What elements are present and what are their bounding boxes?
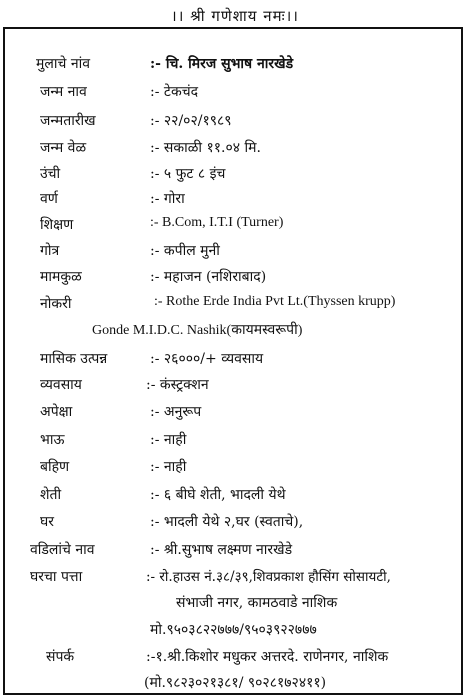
- field-label: बहिण: [40, 459, 70, 475]
- field-value: :- अनुरूप: [150, 404, 202, 420]
- field-value: :- सकाळी ११.०४ मि.: [150, 140, 261, 156]
- field-label: भाऊ: [40, 432, 65, 448]
- field-value: :- कंस्ट्रक्शन: [146, 377, 209, 393]
- page-heading: ।। श्री गणेशाय नमः।।: [171, 7, 299, 25]
- field-value: :- २२/०२/१९८९: [150, 113, 232, 129]
- field-label: संपर्क: [46, 649, 75, 665]
- field-value: :- भादली येथे २,घर (स्वताचे),: [150, 514, 304, 530]
- field-value: :- B.Com, I.T.I (Turner): [150, 215, 284, 230]
- field-label: नोकरी: [40, 296, 72, 312]
- field-value: :- ६ बीघे शेती, भादली येथे: [150, 487, 286, 503]
- field-label: वडिलांचे नाव: [30, 542, 95, 558]
- field-value: :- ५ फुट ८ इंच: [150, 166, 226, 182]
- field-value-cont: Gonde M.I.D.C. Nashik(कायमस्वरूपी): [92, 323, 303, 338]
- field-label: मामकुळ: [40, 269, 82, 285]
- field-value: :- कपील मुनी: [150, 243, 220, 259]
- field-label: घर: [40, 514, 54, 530]
- field-value: :- गोरा: [150, 191, 185, 207]
- field-label: शिक्षण: [40, 217, 74, 233]
- field-value-cont: संभाजी नगर, कामठवाडे नाशिक: [176, 595, 338, 611]
- field-value: :- चि. मिरज सुभाष नारखेडे: [150, 56, 294, 72]
- field-label: शेती: [40, 487, 62, 503]
- field-value: :- Rothe Erde India Pvt Lt.(Thyssen krupp): [154, 294, 396, 309]
- field-value: :- नाही: [150, 459, 187, 475]
- field-label: वर्ण: [40, 191, 58, 207]
- field-value: :- महाजन (नशिराबाद): [150, 269, 267, 285]
- field-value: :- रो.हाउस नं.३८/३९,शिवप्रकाश हौसिंग सोसायटी,: [146, 569, 391, 585]
- field-label: जन्म वेळ: [40, 140, 87, 156]
- field-value: :- टेकचंद: [150, 84, 199, 100]
- field-value-cont: मो.९५०३८२२७७७/९५०३९२२७७७: [150, 622, 317, 638]
- field-value: :- २६०००/+ व्यवसाय: [150, 351, 264, 367]
- field-label: घरचा पत्ता: [30, 569, 83, 585]
- field-label: गोत्र: [40, 243, 60, 259]
- field-label: उंची: [40, 166, 61, 182]
- field-value: :- नाही: [150, 432, 187, 448]
- field-label: जन्मतारीख: [40, 113, 96, 129]
- field-label: मुलाचे नांव: [36, 56, 91, 72]
- field-value-cont: (मो.९८२३०२१३८१/ ९०२८१७२४११): [144, 675, 327, 691]
- field-value: :-१.श्री.किशोर मधुकर अत्तरदे. राणेनगर, नाशिक: [146, 649, 389, 665]
- field-label: मासिक उत्पन्न: [40, 351, 108, 367]
- field-label: जन्म नाव: [40, 84, 87, 100]
- field-label: अपेक्षा: [40, 404, 73, 420]
- field-label: व्यवसाय: [40, 377, 82, 393]
- field-value: :- श्री.सुभाष लक्ष्मण नारखेडे: [150, 542, 293, 558]
